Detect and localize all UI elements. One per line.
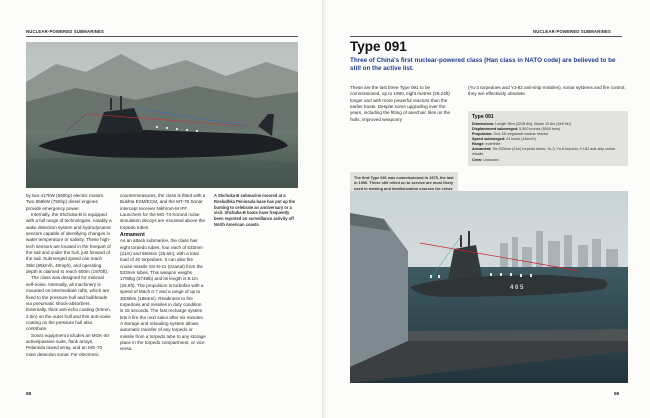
- text-column-2: [468, 85, 628, 98]
- spec-title: Type 091: [472, 114, 494, 120]
- page-number: 59: [614, 391, 620, 396]
- svg-text:4 0 5: 4 0 5: [510, 285, 524, 291]
- section-heading: Armament: [120, 232, 145, 239]
- spec-item: Armament: Six 533mm (21in) torpedo tubes; Yu-3, Yu-8 torpedo; YJ-82 anti-ship cruise missile: [472, 147, 616, 157]
- spec-box: [468, 111, 628, 166]
- header-rule: [350, 36, 622, 37]
- left-page: [0, 0, 324, 418]
- submarine-photo: [26, 42, 298, 188]
- paragraph: by two 417kW (560hp) electric motors. Two 559kW (750hp) diesel engines provide emergency power.: [26, 193, 105, 211]
- paragraph: countermeasures, the class is fitted with a Bukhta ESM/ECM, and the MT-70 Sonar intercept receiver Nikhrom-M IFF. Launchers for the MG-74 Korund noise simulation decoys are mounted above the torpedo tubes.: [120, 193, 206, 230]
- photo-caption: A Shchuka-B submarine moored at a Rosludhka Peninsula base has put up the bunting to celebrate an anniversary or a visit. Shchuka-B boats have frequently been reported on surveillance activity off North American coasts.: [214, 193, 295, 227]
- spec-item: Propulsion: One 48 megawatt nuclear reactor: [472, 131, 549, 136]
- paragraph: Sonar equipment includes an MGK-40 active/passive suite, flank arrays, Pelamida towed array, and an MG-70 mine detection sonar. For electronic: [26, 332, 109, 357]
- spec-item: Speed submerged: 24 knots (44km/h): [472, 136, 536, 141]
- paragraph: The class was designed for minimal self-noise. Internally, all machinery is mounted on intermediate rafts, which are fixed to the pressure hull and bulkheads via pneumatic shock-absorbers. Externally, thick anti-echo coating (64mm, 2.5in) on the outer hull and thin anti-noise coating on the pressure hull also contribute.: [26, 275, 111, 332]
- spec-item: Range: Indefinite: [472, 142, 501, 147]
- header-rule: [26, 36, 298, 37]
- article-deck: Three of China's first nuclear-powered class (Han class in NATO code) are believed to be still on the active list.: [350, 57, 616, 72]
- spec-item: Displacement submerged: 5,500 tonnes (5500 tons): [472, 126, 561, 131]
- paragraph: (Yu-3 torpedoes and YJ-82 anti-ship missiles), sonar systems and fire control, they are effectively obsolete.: [468, 85, 626, 97]
- page-number: 58: [26, 391, 32, 396]
- spec-item: Crew: Unknown: [472, 157, 499, 162]
- paragraph: Internally, the Shchuka-B is equipped with a full range of technologies, notably a wake detection system and hydrodynamic sensors capable of identifying changes in water temperature or salinity. These high-tech sensors are located in the forepart of the sail and under the hull, just forward of the sail. Submerged speed can reach 35kt (65km/h, 40mph), and operating depth is claimed to reach 600m (1970ft).: [26, 212, 112, 275]
- type-091-photo: [350, 191, 628, 383]
- article-title: Type 091: [350, 39, 407, 54]
- running-head: NUCLEAR-POWERED SUBMARINES: [26, 29, 105, 34]
- text-column-1: [350, 85, 458, 123]
- text-column-1: [26, 193, 112, 358]
- paragraph: As an attack submarine, the class has eight torpedo tubes, four each of 533mm (21in) and 650mm (25.6in), with a total load of 40 torpedoes. It can also fire cruise missile SS-N-21 (Granat) from the 533mm tubes. This weapon weighs 1700kg (3748lb) and its length is 8.1m (26.6ft). The propulsion is turbofan with a speed of Mach 0.7 and a range of up to 3000km (1864mi). Readiness to fire torpedoes and missiles in duty condition is 15 seconds. The fast recharge system lets it fire the next salvo after six minutes. A storage and reloading system allows automatic transfer of any torpedo or missile from a torpedo tube to any storage place in the torpedo compartment, or vice versa.: [120, 238, 206, 352]
- paragraph: These are the last three Type 091 to be commissioned, up to 1990, eight metres (26.24ft) longer and with more powerful reactors than the earlier boats. Despite some upgrading over the years, including the fitting of anechoic tiles on the hulls, improved weaponry: [350, 85, 451, 122]
- photo-caption: The first Type 091 was commissioned in 1975, the last in 1990. These still relied on to service are most likely used in training and familiarization courses for crews: [350, 172, 458, 200]
- running-head: NUCLEAR-POWERED SUBMARINES: [533, 29, 612, 34]
- text-column-2: [120, 193, 206, 353]
- spec-item: Dimensions: Length 98m (321ft 6in), Beam 10.6m (34ft 9in): [472, 121, 571, 126]
